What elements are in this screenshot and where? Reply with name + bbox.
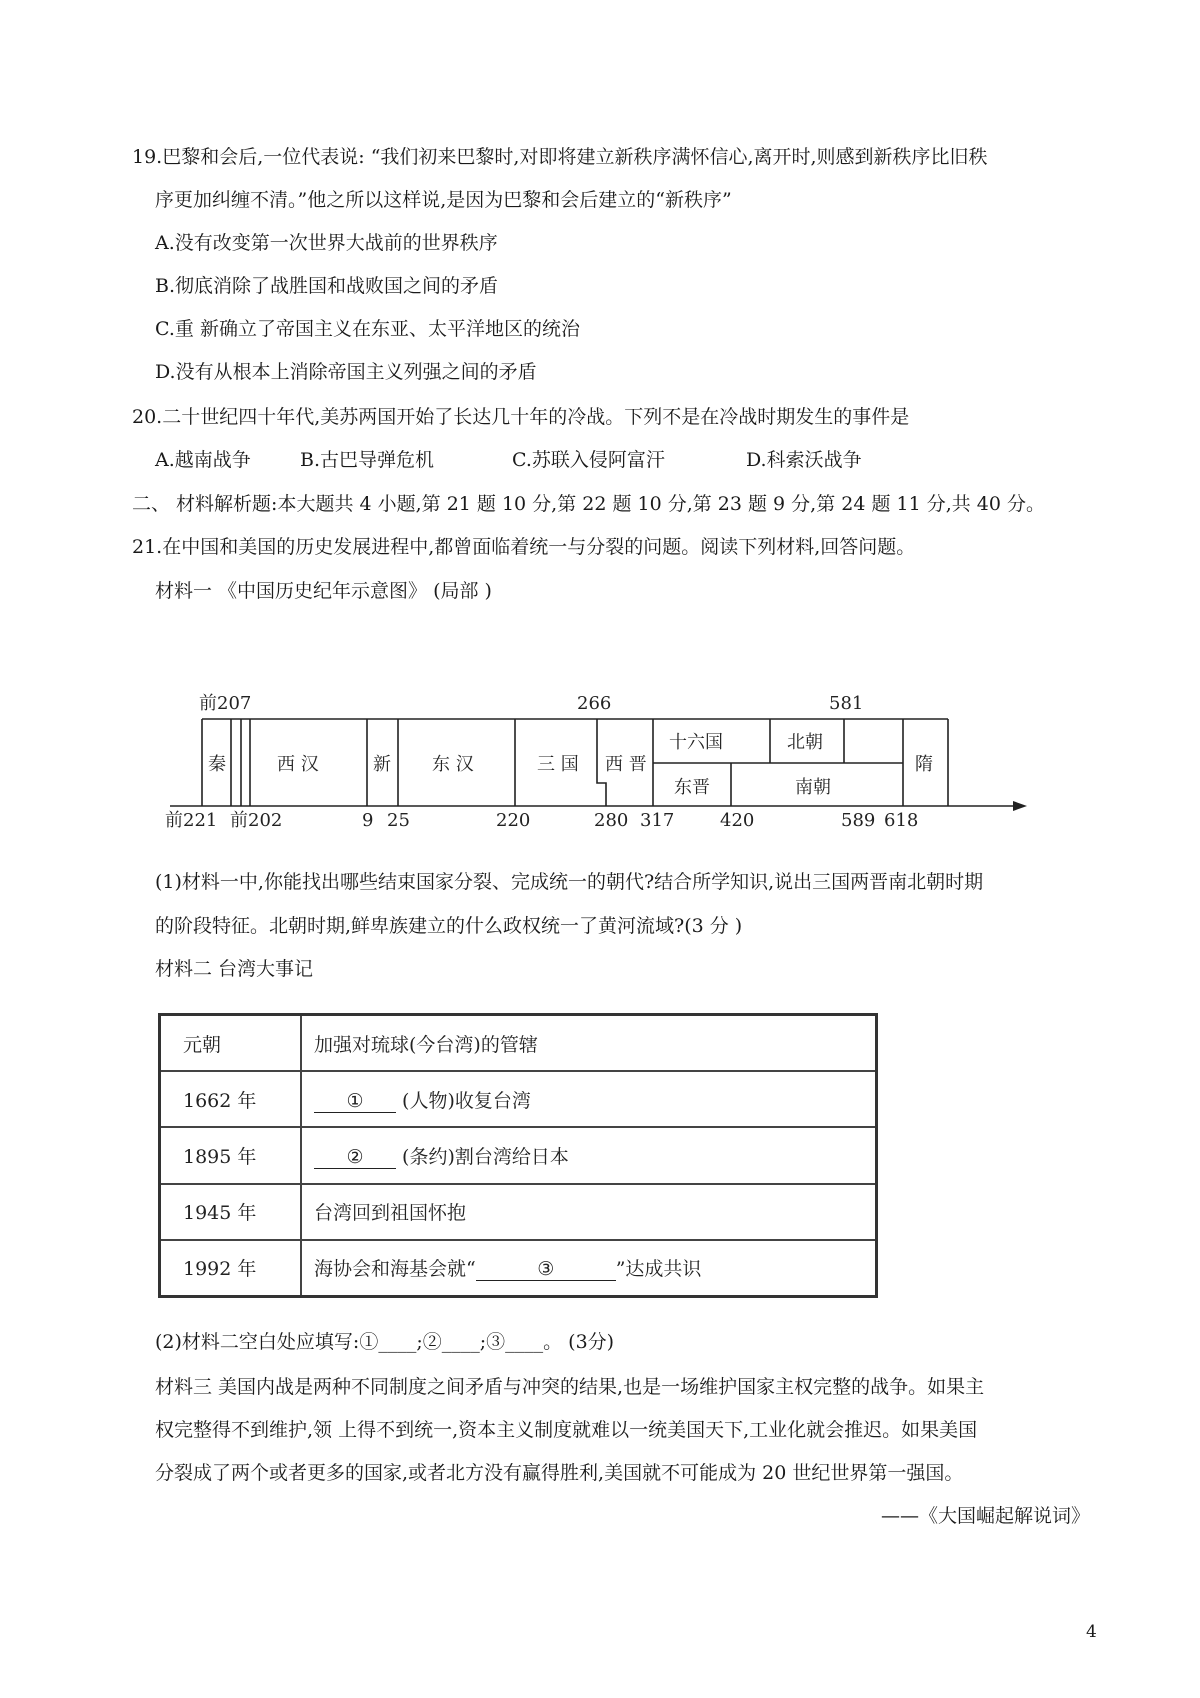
q19-stem-line1: 19.巴黎和会后,一位代表说: “我们初来巴黎时,对即将建立新秩序满怀信心,离开时,则感到新秩序比旧秩: [132, 146, 988, 168]
timeline-bottom-label: 前221: [165, 810, 218, 830]
timeline-bottom-label: 9: [362, 810, 374, 830]
material3-line1: 材料三 美国内战是两种不同制度之间矛盾与冲突的结果,也是一场维护国家主权完整的战争。如果主: [155, 1376, 985, 1398]
q20-option-d: D.科索沃战争: [746, 449, 862, 471]
table-cell-period: 1662 年: [160, 1071, 302, 1127]
fill-blank-2[interactable]: ②: [314, 1146, 396, 1169]
table-cell-event: 台湾回到祖国怀抱: [301, 1184, 877, 1240]
table-cell-event: [301, 1127, 877, 1183]
table-row: [160, 1015, 877, 1072]
event-text: (人物)收复台湾: [402, 1089, 531, 1112]
table-cell-period: 1945 年: [160, 1184, 302, 1240]
q19-stem-line2: 序更加纠缠不清。”他之所以这样说,是因为巴黎和会后建立的“新秩序”: [155, 189, 732, 211]
timeline-bottom-label: 25: [387, 810, 410, 830]
q21-sub1-line1: (1)材料一中,你能找出哪些结束国家分裂、完成统一的朝代?结合所学知识,说出三国两晋南北朝时期: [155, 871, 984, 893]
section-2-heading: 二、 材料解析题:本大题共 4 小题,第 21 题 10 分,第 22 题 10 分,第 23 题 9 分,第 24 题 11 分,共 40 分。: [132, 493, 1046, 515]
q21-stem: 21.在中国和美国的历史发展进程中,都曾面临着统一与分裂的问题。阅读下列材料,回答问题。: [132, 536, 916, 558]
table-row: [160, 1240, 877, 1297]
timeline-top-label: 前207: [199, 693, 252, 714]
timeline-arrow-icon: [1013, 801, 1027, 811]
dynasty-label-western-jin: 西 晋: [605, 754, 647, 775]
timeline-bottom-label: 420: [720, 810, 755, 830]
event-text: ”达成共识: [615, 1258, 702, 1281]
table-cell-period: 元朝: [160, 1015, 302, 1072]
table-cell-event: 加强对琉球(今台湾)的管辖: [301, 1015, 877, 1072]
q20-option-b: B.古巴导弹危机: [300, 449, 435, 471]
material1-title: 材料一 《中国历史纪年示意图》 (局部 ): [155, 580, 492, 602]
dynasty-label-northern-dynasties: 北朝: [787, 732, 823, 753]
table-row: [160, 1071, 877, 1127]
fill-blank-3[interactable]: ③: [476, 1258, 616, 1281]
q21-sub1-line2: 的阶段特征。北朝时期,鲜卑族建立的什么政权统一了黄河流域?(3 分 ): [155, 915, 743, 937]
timeline-top-label: 581: [829, 693, 864, 714]
dynasty-label-three-kingdoms: 三 国: [537, 754, 579, 775]
q19-option-a: A.没有改变第一次世界大战前的世界秩序: [155, 232, 498, 254]
q19-option-c: C.重 新确立了帝国主义在东亚、太平洋地区的统治: [155, 318, 580, 340]
taiwan-events-table: [158, 1013, 878, 1298]
dynasty-label-sixteen-kingdoms: 十六国: [669, 732, 723, 753]
table-cell-event: [301, 1071, 877, 1127]
material3-source: ——《大国崛起解说词》: [880, 1505, 1090, 1527]
dynasty-label-southern-dynasties: 南朝: [795, 777, 831, 798]
material3-line3: 分裂成了两个或者更多的国家,或者北方没有赢得胜利,美国就不可能成为 20 世纪世界第一强国。: [155, 1462, 964, 1484]
dynasty-label-xin: 新: [373, 754, 391, 775]
table-cell-event: [301, 1240, 877, 1297]
table-row: [160, 1184, 877, 1240]
dynasty-label-eastern-jin: 东晋: [674, 777, 710, 798]
q20-option-a: A.越南战争: [155, 449, 251, 471]
timeline-bottom-label: 220: [496, 810, 531, 830]
q19-option-d: D.没有从根本上消除帝国主义列强之间的矛盾: [155, 361, 537, 383]
timeline-bottom-label: 618: [884, 810, 919, 830]
q20-option-c: C.苏联入侵阿富汗: [512, 449, 665, 471]
chronology-timeline: [165, 685, 1035, 830]
q20-stem: 20.二十世纪四十年代,美苏两国开始了长达几十年的冷战。下列不是在冷战时期发生的事件是: [132, 406, 910, 428]
table-row: [160, 1127, 877, 1183]
dynasty-label-western-han: 西 汉: [277, 754, 319, 775]
timeline-bottom-label: 280: [594, 810, 629, 830]
event-text: 海协会和海基会就“: [314, 1258, 476, 1281]
table-cell-period: 1895 年: [160, 1127, 302, 1183]
material3-line2: 权完整得不到维护,领 上得不到统一,资本主义制度就难以一统美国天下,工业化就会推迟。如果美国: [155, 1419, 978, 1441]
timeline-bottom-label: 317: [640, 810, 675, 830]
q19-option-b: B.彻底消除了战胜国和战败国之间的矛盾: [155, 275, 499, 297]
event-text: (条约)割台湾给日本: [402, 1145, 569, 1168]
page-number: 4: [1086, 1622, 1097, 1642]
timeline-bottom-label: 前202: [230, 810, 283, 830]
table-cell-period: 1992 年: [160, 1240, 302, 1297]
dynasty-label-eastern-han: 东 汉: [432, 754, 474, 775]
timeline-top-label: 266: [577, 693, 612, 714]
timeline-bottom-label: 589: [841, 810, 876, 830]
fill-blank-1[interactable]: ①: [314, 1090, 396, 1113]
dynasty-label-sui: 隋: [915, 754, 933, 775]
dynasty-label-qin: 秦: [208, 754, 226, 775]
q21-sub2: (2)材料二空白处应填写:①____;②____;③____。 (3分): [155, 1331, 615, 1353]
material2-title: 材料二 台湾大事记: [155, 958, 314, 980]
